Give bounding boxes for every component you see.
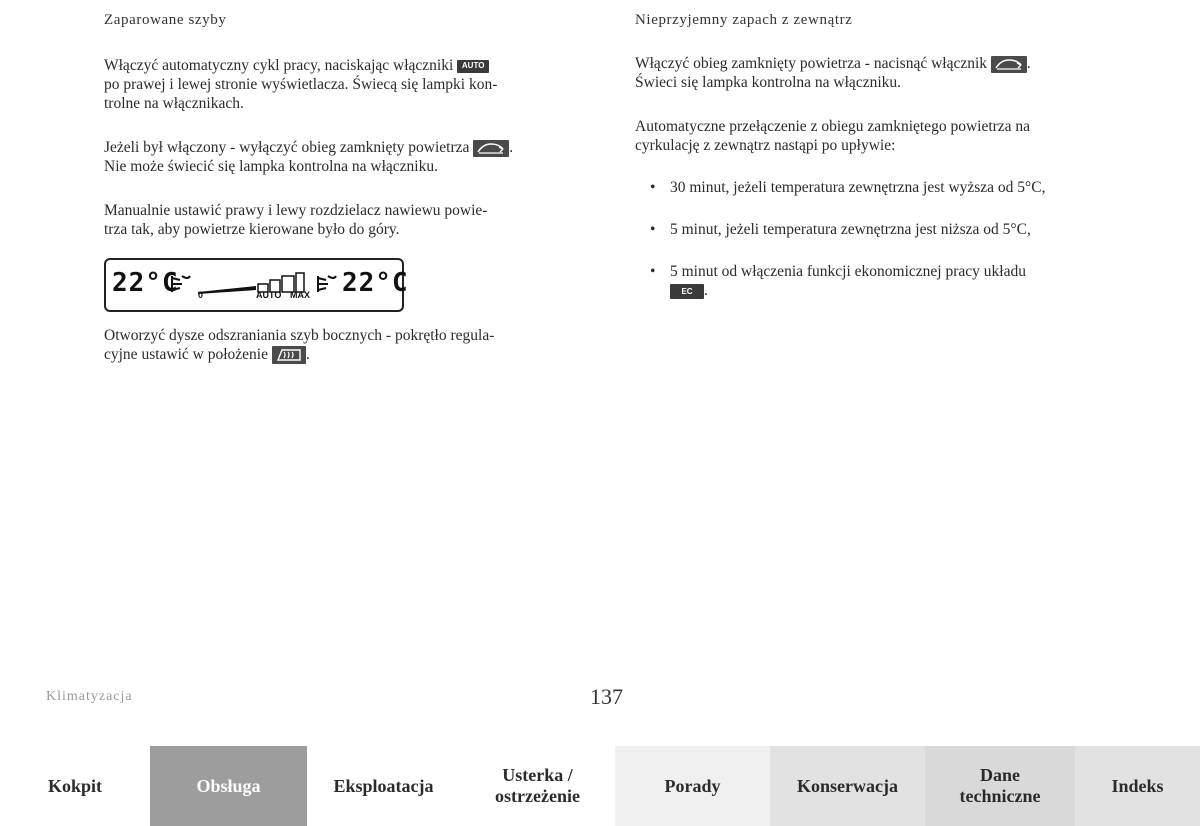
recirculation-icon — [991, 56, 1027, 73]
left-paragraph-3 — [104, 201, 582, 239]
page-number: 137 — [590, 684, 623, 709]
left-p4-line-a: Otworzyć dysze odszraniania szyb bocznych - pokrętło regula- — [104, 327, 495, 344]
nav-obsluga[interactable] — [150, 746, 307, 826]
bullet-dot: • — [650, 179, 656, 196]
section-title: Klimatyzacja — [46, 689, 133, 704]
bullet-text: 30 minut, jeżeli temperatura zewnętrzna jest wyższa od 5°C, — [670, 179, 1046, 196]
left-paragraph-1 — [104, 56, 582, 113]
left-p3-line-a: Manualnie ustawić prawy i lewy rozdzielacz nawiewu powie- — [104, 202, 488, 219]
bottom-navigation — [0, 746, 1200, 826]
right-p2-line-a: Automatyczne przełączenie z obiegu zamkniętego powietrza na — [635, 118, 1031, 135]
airflow-right-icon — [314, 272, 340, 296]
right-p1-line-a: Włączyć obieg zamknięty powietrza - nacisnąć włącznik — [635, 55, 988, 72]
nav-label: Konserwacja — [797, 775, 898, 796]
nav-konserwacja[interactable] — [770, 746, 925, 826]
nav-indeks[interactable] — [1075, 746, 1200, 826]
nav-label: Indeks — [1111, 775, 1164, 796]
nav-label-line2: techniczne — [959, 786, 1041, 806]
climate-display — [104, 258, 409, 312]
nav-label: Kokpit — [47, 775, 103, 796]
airflow-left-icon — [168, 272, 194, 296]
nav-label: Usterka / — [502, 765, 573, 785]
nav-label: Eksploatacja — [333, 775, 434, 796]
left-p2-line-b: Nie może świecić się lampka kontrolna na włączniku. — [104, 158, 438, 175]
display-temp-right: 22°C — [342, 268, 409, 298]
display-zero: 0 — [198, 290, 204, 300]
nav-kokpit[interactable] — [0, 746, 150, 826]
bullet-text: 5 minut, jeżeli temperatura zewnętrzna jest niższa od 5°C, — [670, 221, 1031, 238]
auto-button-icon: AUTO — [457, 60, 489, 73]
left-p2-line-a: Jeżeli był włączony - wyłączyć obieg zamknięty powietrza — [104, 139, 470, 156]
left-p4-line-b: cyjne ustawić w położenie — [104, 346, 268, 363]
nav-dane-techniczne[interactable] — [925, 746, 1075, 826]
left-p1-line-b: po prawej i lewej stronie wyświetlacza. Świecą się lampki kon- — [104, 76, 498, 93]
left-p3-line-b: trza tak, aby powietrze kierowane było do góry. — [104, 221, 400, 238]
nav-porady[interactable] — [615, 746, 770, 826]
nav-eksploatacja[interactable] — [307, 746, 460, 826]
display-temp-left: 22°C — [112, 268, 179, 298]
bullet-text-line: 5 minut od włączenia funkcji ekonomicznej pracy układu — [670, 263, 1026, 280]
left-p1-line-c: trolne na włącznikach. — [104, 95, 244, 112]
right-p2-line-b: cyrkulację z zewnątrz nastąpi po upływie: — [635, 137, 896, 154]
ec-button-icon: EC — [670, 284, 704, 299]
display-max: MAX — [290, 290, 310, 300]
nav-usterka[interactable] — [460, 746, 615, 826]
left-paragraph-2: Jeżeli był włączony - wyłączyć obieg zamknięty powietrza . Nie może świecić się lampka kontrolna na włączniku. — [104, 138, 582, 176]
right-paragraph-2 — [635, 117, 1115, 155]
nav-label: Porady — [664, 775, 721, 796]
display-auto: AUTO — [256, 290, 282, 300]
bullet-text: 5 minut od włączenia funkcji ekonomicznej pracy układu EC . — [670, 263, 1026, 299]
nav-label: Obsługa — [196, 775, 261, 796]
bullet-dot: • — [650, 263, 656, 280]
nav-label: Dane — [980, 765, 1020, 785]
right-p1-line-b: Świeci się lampka kontrolna na włączniku. — [635, 74, 902, 91]
right-paragraph-1: Włączyć obieg zamknięty powietrza - nacisnąć włącznik . Świeci się lampka kontrolna na włączniku. — [635, 54, 1115, 92]
left-paragraph-4: Otworzyć dysze odszraniania szyb bocznych - pokrętło regula- cyjne ustawić w położenie . — [104, 326, 582, 364]
right-heading: Nieprzyjemny zapach z zewnątrz — [635, 12, 853, 28]
left-p1-line-a: Włączyć automatyczny cykl pracy, naciskając włączniki — [104, 57, 454, 74]
side-window-defrost-icon — [272, 346, 306, 364]
bullet-dot: • — [650, 221, 656, 238]
nav-label-line2: ostrzeżenie — [495, 786, 580, 806]
recirculation-icon — [473, 140, 509, 157]
left-heading: Zaparowane szyby — [104, 12, 227, 28]
